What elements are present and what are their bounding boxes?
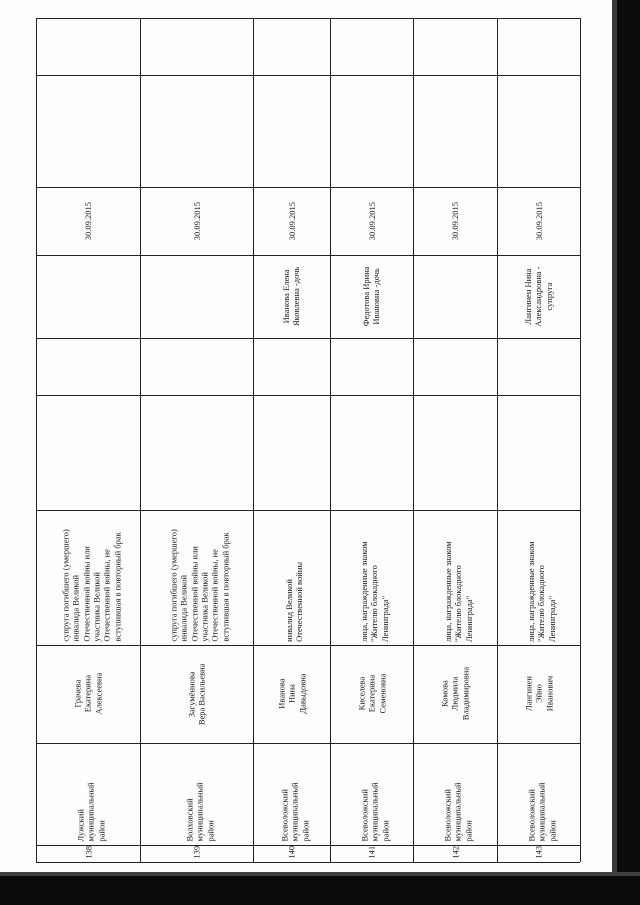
family-member-text-cell [36,255,140,338]
row-number-cell [36,845,140,862]
row-number: 142 [449,846,460,859]
category-text: лица, награжденные знаком "Жителю блокадного Ленинграда" [442,541,474,642]
category-text: лица, награжденные знаком "Жителю блокадного Ленинграда" [525,541,557,642]
family-member-text-cell [497,255,580,338]
date-text-cell [330,187,413,255]
category-text: супруга погибшего (умершего) инвалида Великой Отечественной войны или участника Великой Отечественной войны, не вступившая в повторный брак [168,529,231,642]
table-grid-horizontal-line [36,862,580,863]
person-name-text-cell [140,645,253,743]
person-name-text-cell [330,645,413,743]
date-text: 30.09.2015 [449,201,460,241]
family-member-text-cell [413,255,497,338]
table-grid-horizontal-line [36,75,580,76]
date-text: 30.09.2015 [533,201,544,241]
scan-border-right [617,0,640,905]
row-number: 138 [82,846,93,859]
person-name-text: Загумённова Вера Васильевна [186,663,207,725]
row-number-cell [330,845,413,862]
person-name-text: Иванова Нина Давыдовна [275,673,307,715]
person-name-text: Лангинен Эйно Иванович [522,676,554,712]
category-text-cell [36,510,140,645]
person-name-text-cell [497,645,580,743]
district-text: Всеволожский муниципальный район [278,782,310,842]
district-text: Всеволожский муниципальный район [525,782,557,842]
row-number: 143 [533,846,544,859]
row-number: 141 [366,846,377,859]
person-name-text: Комова Людмила Владимировна [439,667,471,721]
date-text: 30.09.2015 [366,201,377,241]
family-member-text: Лангинен Нина Александровна - супруга [522,266,554,327]
category-text-cell [413,510,497,645]
table-grid-horizontal-line [36,395,580,396]
district-text: Лужский муниципальный район [75,782,107,842]
category-text: супруга погибшего (умершего) инвалида Великой Отечественной войны или участника Великой Отечественной войны, не вступившая в повторный брак [59,529,122,642]
district-text-cell [140,743,253,845]
person-name-text-cell [36,645,140,743]
table-grid-horizontal-line [36,18,580,19]
date-text-cell [36,187,140,255]
family-member-text-cell [330,255,413,338]
family-member-text: Федотова Ирина Ивановна -дочь [361,266,382,327]
scan-border-bottom [0,876,640,905]
district-text: Всеволожский муниципальный район [442,782,474,842]
district-text-cell [497,743,580,845]
date-text-cell [497,187,580,255]
district-text-cell [253,743,330,845]
date-text-cell [140,187,253,255]
person-name-text-cell [253,645,330,743]
row-number-cell [497,845,580,862]
category-text: инвалид Великой Отечественной войны [284,562,305,642]
category-text-cell [140,510,253,645]
family-member-text-cell [253,255,330,338]
row-number: 140 [286,846,297,859]
row-number: 139 [191,846,202,859]
category-text-cell [330,510,413,645]
row-number-cell [253,845,330,862]
district-text-cell [36,743,140,845]
table-grid-horizontal-line [36,338,580,339]
category-text: лица, награжденные знаком "Жителю блокадного Ленинграда" [358,541,390,642]
row-number-cell [413,845,497,862]
table-grid-vertical-line [580,18,581,862]
category-text-cell [497,510,580,645]
row-number-cell [140,845,253,862]
date-text: 30.09.2015 [286,201,297,241]
district-text: Волховский муниципальный район [183,782,215,842]
district-text-cell [413,743,497,845]
date-text-cell [413,187,497,255]
family-member-text: Иванова Елена Яковлевна -дочь [281,266,302,327]
person-name-text: Грачева Екатерина Алексеевна [72,673,104,715]
district-text-cell [330,743,413,845]
person-name-text: Киселева Екатерина Семеновна [355,674,387,714]
date-text: 30.09.2015 [82,201,93,241]
date-text-cell [253,187,330,255]
family-member-text-cell [140,255,253,338]
category-text-cell [253,510,330,645]
person-name-text-cell [413,645,497,743]
district-text: Всеволожский муниципальный район [358,782,390,842]
date-text: 30.09.2015 [191,201,202,241]
